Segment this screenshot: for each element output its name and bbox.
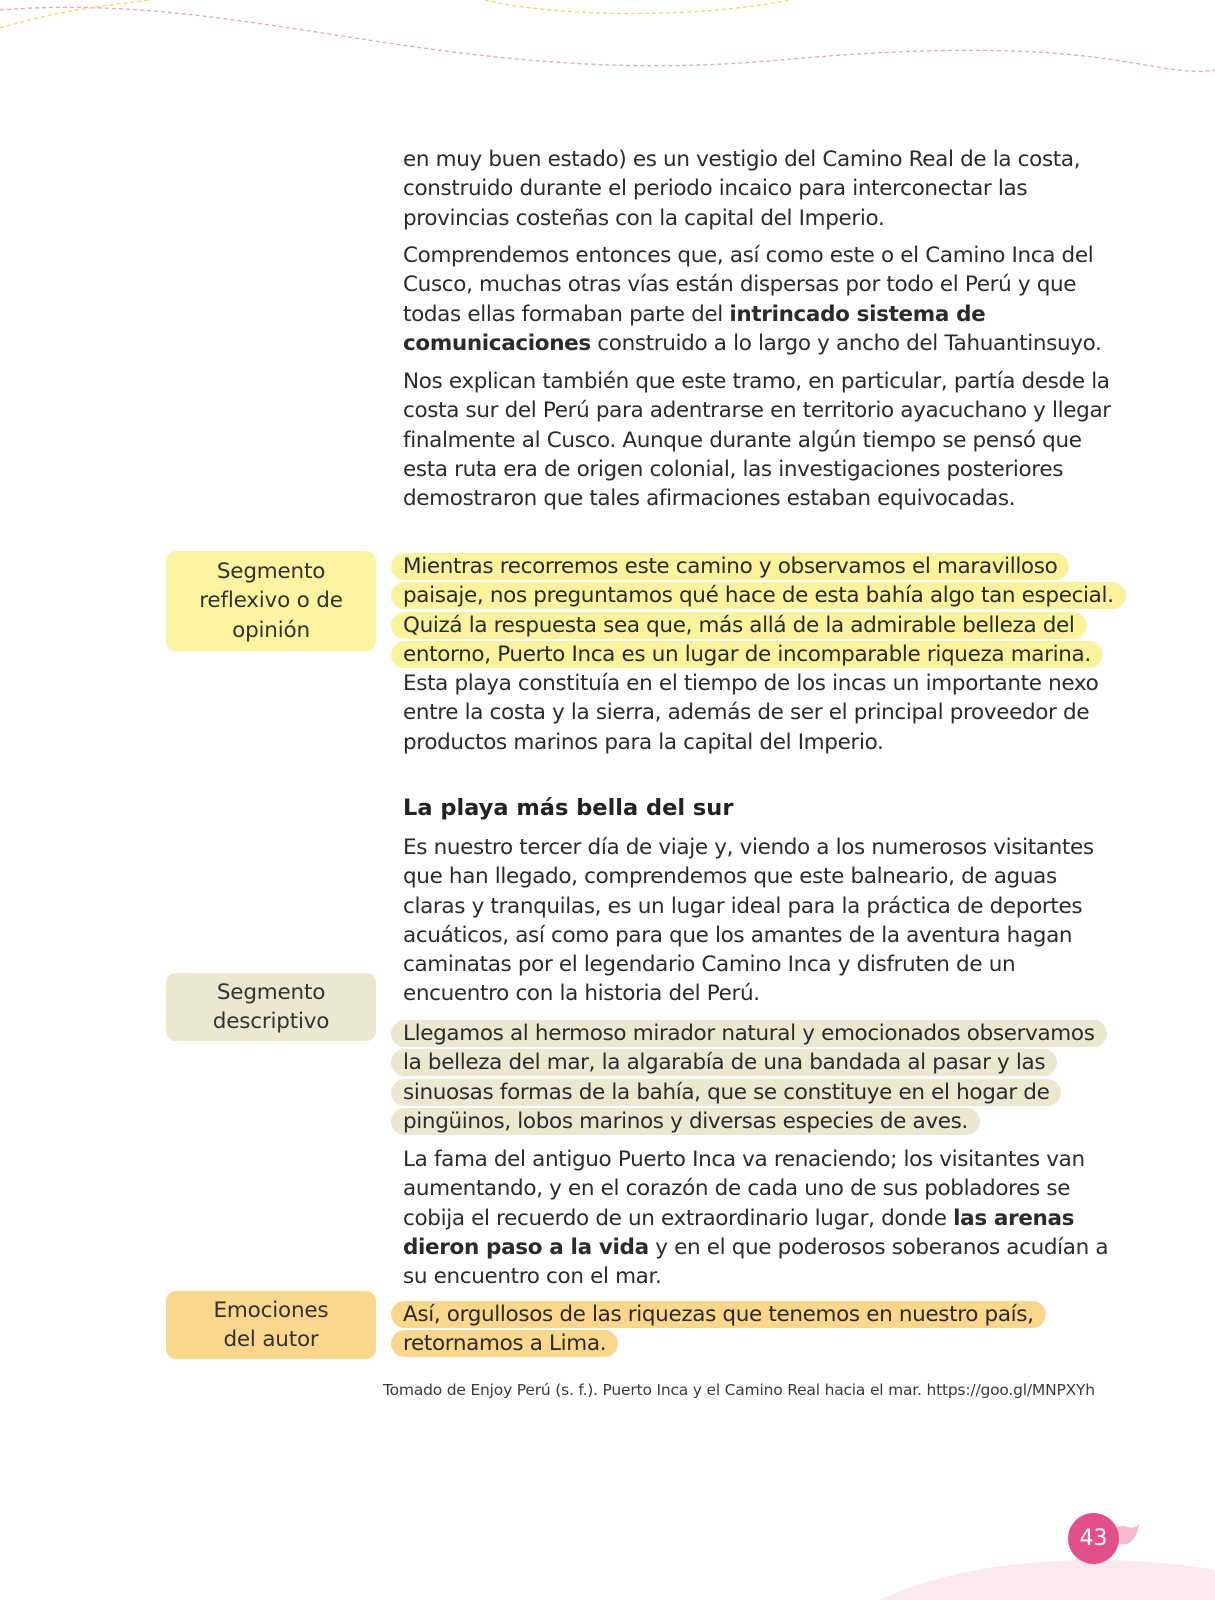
paragraph-2-bold: intrincado sistema de comunicaciones — [403, 301, 986, 356]
paragraph-7-text-b: y en el que poderosos soberanos acudían a su encuentro con el mar. — [403, 1234, 1109, 1290]
paragraph-1 — [403, 145, 1115, 233]
paragraph-1-text: en muy buen estado) es un vestigio del Camino Real de la costa, construido durante el periodo incaico para interconectar las provincias costeñas con la capital del Imperio. — [403, 147, 1081, 231]
paragraph-2-text-b: construido a lo largo y ancho del Tahuantinsuyo. — [590, 330, 1102, 356]
paragraph-5 — [403, 833, 1115, 1009]
reflective-highlight: Mientras recorremos este camino y observamos el maravilloso paisaje, nos preguntamos qué hace de esta bahía algo tan especial. Quizá la respuesta sea que, más allá de la admirable belleza del entorno, Puerto Inca es un lugar de incomparable riqueza marina. — [391, 553, 1126, 668]
label-emotions-text: Emociones del autor — [213, 1297, 329, 1352]
paragraph-4 — [403, 552, 1115, 757]
emotions-highlight: Así, orgullosos de las riquezas que tenemos en nuestro país, retornamos a Lima. — [391, 1301, 1046, 1357]
descriptive-highlight: Llegamos al hermoso mirador natural y emocionados observamos la belleza del mar, la algarabía de una bandada al pasar y las sinuosas formas de la bahía, que se constituye en el hogar de pingüinos, lobos marinos y diversas especies de aves. — [391, 1020, 1107, 1135]
paragraph-4-rest: Esta playa constituía en el tiempo de los incas un importante nexo entre la costa y la sierra, además de ser el principal proveedor de productos marinos para la capital del Imperio. — [403, 671, 1099, 755]
paragraph-7-text-a: La fama del antiguo Puerto Inca va renaciendo; los visitantes van aumentando, y en el corazón de cada uno de sus pobladores se cobija el recuerdo de un extraordinario lugar, donde — [403, 1147, 1085, 1231]
bottom-wave-decoration — [0, 1520, 1215, 1600]
label-descriptive-text: Segmento descriptivo — [212, 979, 330, 1034]
paragraph-8 — [403, 1300, 1115, 1359]
paragraph-6 — [403, 1019, 1115, 1136]
paragraph-7-bold: las arenas dieron paso a la vida — [403, 1205, 1075, 1260]
label-reflective-text: Segmento reflexivo o de opinión — [199, 559, 343, 643]
paragraph-3 — [403, 367, 1115, 513]
section-heading: La playa más bella del sur — [403, 795, 734, 821]
page-number: 43 — [1068, 1513, 1119, 1564]
label-descriptive-segment — [166, 973, 376, 1041]
paragraph-7 — [403, 1145, 1115, 1291]
source-citation: Tomado de Enjoy Perú (s. f.). Puerto Inca y el Camino Real hacia el mar. https://goo.gl/MNPXYh — [383, 1381, 1095, 1399]
label-author-emotions — [166, 1291, 376, 1359]
paragraph-2-text-a: Comprendemos entonces que, así como este o el Camino Inca del Cusco, muchas otras vías están dispersas por todo el Perú y que todas ellas formaban parte del — [403, 243, 1094, 327]
top-wave-decoration — [0, 0, 1215, 110]
paragraph-5-text: Es nuestro tercer día de viaje y, viendo a los numerosos visitantes que han llegado, comprendemos que este balneario, de aguas claras y tranquilas, es un lugar ideal para la práctica de deportes acuáticos, así como para que los amantes de la aventura hagan caminatas por el legendario Camino Inca y disfruten de un encuentro con la historia del Perú. — [403, 835, 1094, 1007]
paragraph-3-text: Nos explican también que este tramo, en particular, partía desde la costa sur del Perú para adentrarse en territorio ayacuchano y llegar finalmente al Cusco. Aunque durante algún tiempo se pensó que esta ruta era de origen colonial, las investigaciones posteriores demostraron que tales afirmaciones estaban equivocadas. — [403, 369, 1111, 512]
label-reflective-segment — [166, 551, 376, 651]
paragraph-2 — [403, 241, 1115, 358]
